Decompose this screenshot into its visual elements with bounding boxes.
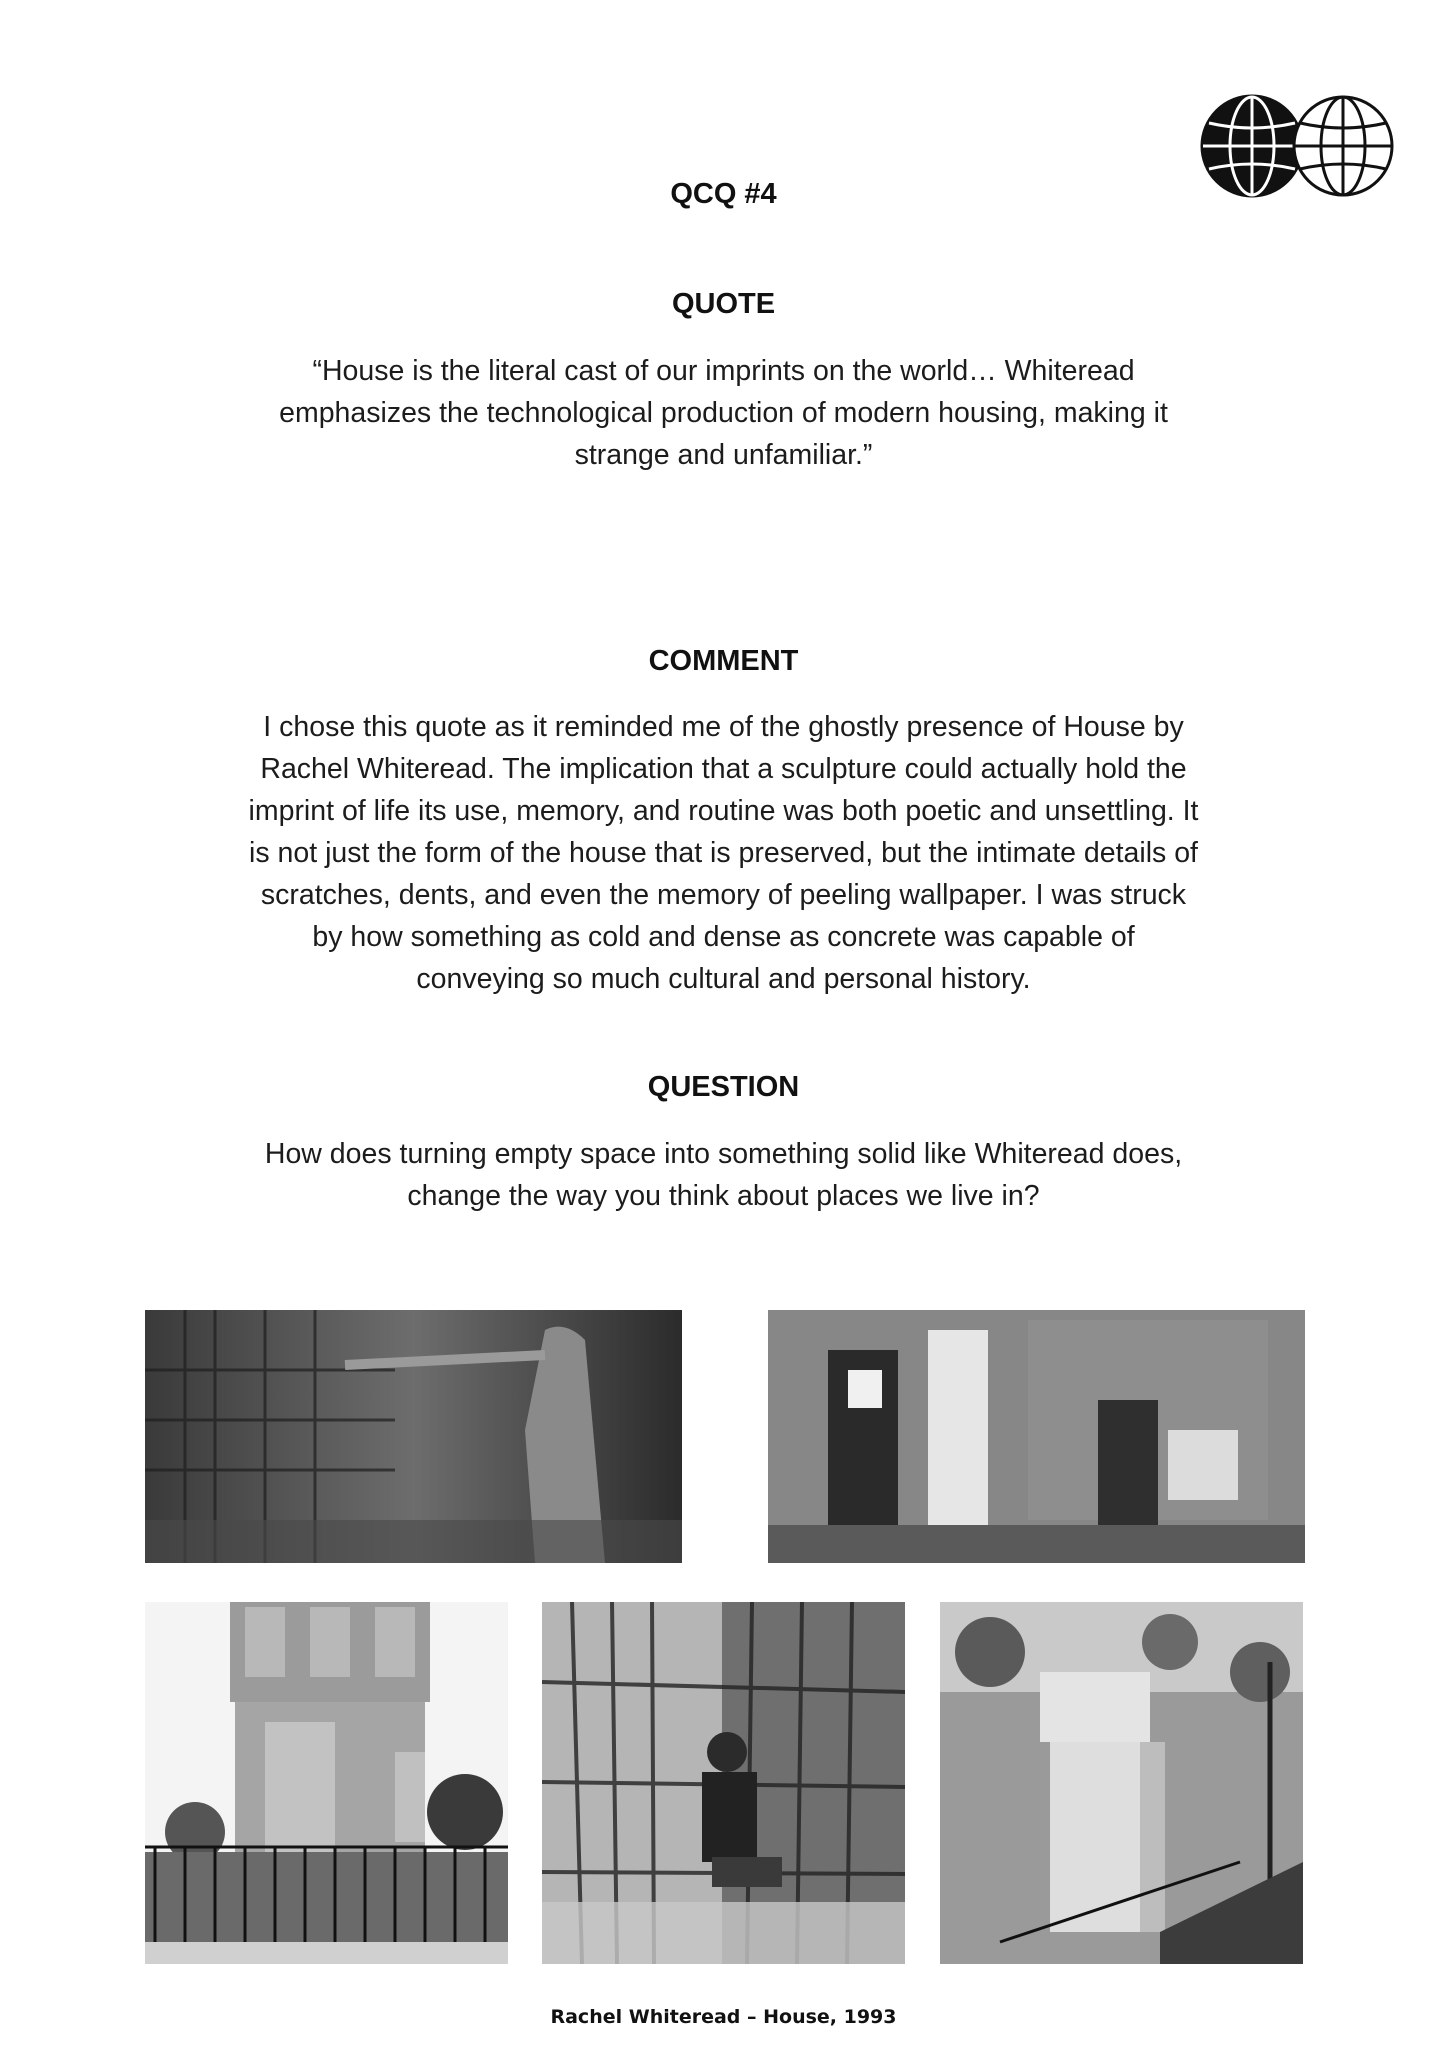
gallery-caption: Rachel Whiteread – House, 1993 <box>550 2006 897 2028</box>
question-text <box>0 1133 1447 1217</box>
question-line: change the way you think about places we live in? <box>407 1180 1040 1212</box>
comment-line: by how something as cold and dense as concrete was capable of <box>312 921 1135 953</box>
quote-line: emphasizes the technological production of modern housing, making it <box>279 397 1168 429</box>
comment-line: Rachel Whiteread. The implication that a sculpture could actually hold the <box>260 753 1187 785</box>
photo-workers-interior <box>768 1310 1305 1563</box>
question-line: How does turning empty space into something solid like Whiteread does, <box>264 1138 1183 1170</box>
photo-spraying-concrete <box>145 1310 682 1563</box>
comment-heading: COMMENT <box>648 645 799 677</box>
comment-line: scratches, dents, and even the memory of peeling wallpaper. I was struck <box>260 879 1187 911</box>
quote-heading: QUOTE <box>671 288 776 320</box>
comment-line: imprint of life its use, memory, and routine was both poetic and unsettling. It <box>248 795 1199 827</box>
photo-house-facade <box>145 1602 508 1964</box>
question-heading: QUESTION <box>647 1071 800 1103</box>
comment-line: conveying so much cultural and personal history. <box>416 963 1031 995</box>
comment-text <box>0 706 1447 1000</box>
photo-house-aerial <box>940 1602 1303 1964</box>
quote-text <box>0 350 1447 476</box>
photo-artist-seated <box>542 1602 905 1964</box>
comment-line: is not just the form of the house that is preserved, but the intimate details of <box>249 837 1198 869</box>
document-title: QCQ #4 <box>670 178 777 210</box>
comment-line: I chose this quote as it reminded me of the ghostly presence of House by <box>263 711 1184 743</box>
quote-line: strange and unfamiliar.” <box>574 439 873 471</box>
quote-line: “House is the literal cast of our imprints on the world… Whiteread <box>312 355 1135 387</box>
